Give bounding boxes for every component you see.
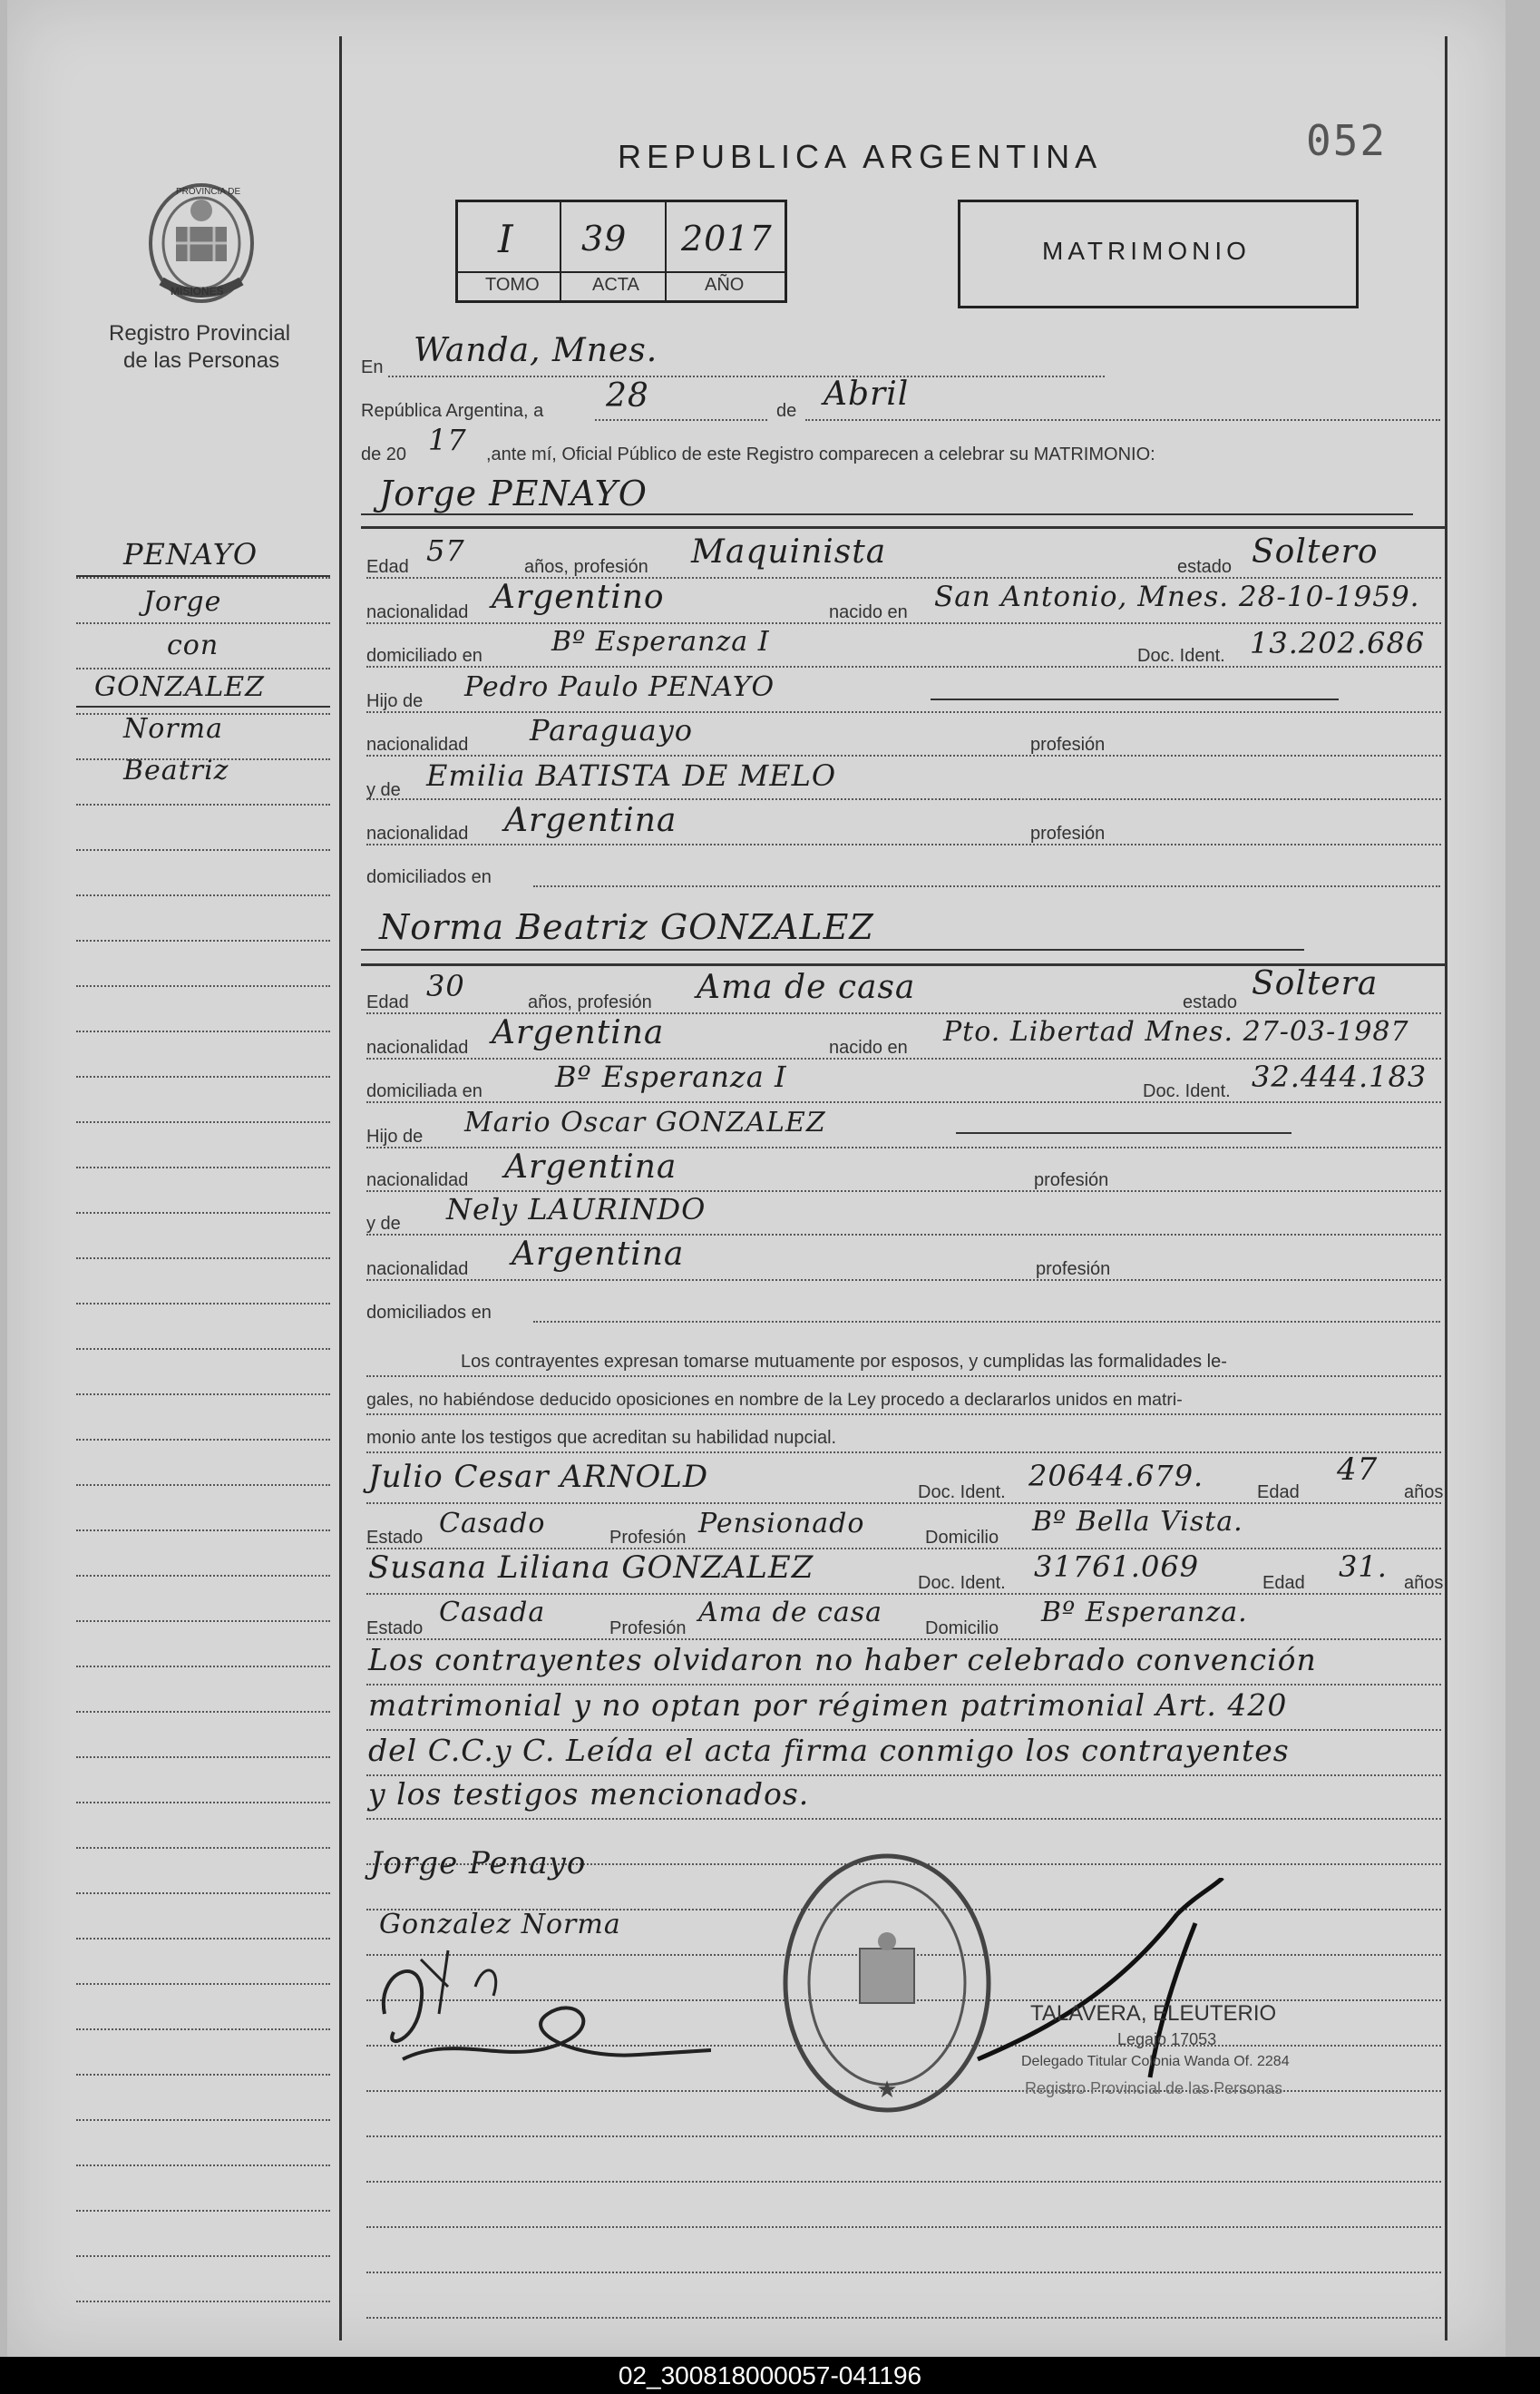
- margin-line1: PENAYO: [123, 537, 258, 572]
- signature-bride: Gonzalez Norma: [379, 1909, 621, 1940]
- groom-madre: Emilia BATISTA DE MELO: [426, 758, 837, 793]
- declaration-line3: monio ante los testigos que acreditan su habilidad nupcial.: [366, 1428, 837, 1448]
- bride-estado: Soltera: [1252, 965, 1379, 1002]
- acta-label: ACTA: [592, 275, 639, 295]
- bride-nac-padre: Argentina: [504, 1148, 677, 1186]
- groom-row6-dots: [366, 798, 1441, 800]
- left-margin-rule-line: [76, 1303, 330, 1304]
- bride-prof-padre-label: profesión: [1034, 1170, 1109, 1190]
- groom-row7-dots: [366, 844, 1441, 845]
- bride-row8-dots: [533, 1321, 1440, 1323]
- left-margin-rule-line: [76, 1348, 330, 1350]
- witness1-row1-dots: [366, 1502, 1441, 1504]
- groom-prof-label: años, profesión: [524, 557, 648, 577]
- groom-prof-madre-label: profesión: [1030, 824, 1106, 844]
- notes-line2: matrimonial y no optan por régimen patrimonial Art. 420: [368, 1687, 1288, 1723]
- groom-row8-dots: [533, 885, 1440, 887]
- registry-name-line1: Registro Provincial: [109, 321, 291, 346]
- groom-nac-padre: Paraguayo: [530, 713, 694, 748]
- notes-dots2: [366, 1729, 1441, 1731]
- left-margin-rule-line: [76, 2255, 330, 2257]
- notes-dots1: [366, 1684, 1441, 1686]
- margin-line3: con: [167, 630, 219, 661]
- tomo-label: TOMO: [485, 275, 540, 295]
- witness2-doc-label: Doc. Ident.: [918, 1573, 1006, 1593]
- notes-line4: y los testigos mencionados.: [368, 1776, 810, 1812]
- groom-profesion: Maquinista: [691, 533, 887, 571]
- bride-row3-dots: [366, 1101, 1441, 1103]
- left-margin-rule-line: [76, 1439, 330, 1441]
- witness2-row1-dots: [366, 1593, 1441, 1595]
- official-stamp-icon: [778, 1847, 996, 2119]
- left-margin-rule-line: [76, 1121, 330, 1123]
- left-margin-rule-line: [76, 622, 330, 624]
- left-margin-rule-line: [76, 1212, 330, 1214]
- left-margin-rule-line: [76, 1756, 330, 1758]
- declaration-line1: Los contrayentes expresan tomarse mutuamente por esposos, y cumplidas las formalidades le-: [461, 1352, 1227, 1372]
- groom-doms-label: domiciliados en: [366, 867, 492, 887]
- margin-line4-underline: [76, 706, 330, 708]
- groom-doc-label: Doc. Ident.: [1137, 646, 1225, 666]
- margin-line2: Jorge: [143, 586, 222, 618]
- acta-value: 39: [581, 219, 628, 259]
- groom-row2-dots: [366, 622, 1441, 624]
- groom-nacido-label: nacido en: [829, 602, 908, 622]
- left-margin-rule-line: [76, 2074, 330, 2076]
- en-label: En: [361, 357, 384, 377]
- main-dots-g: [366, 2135, 1441, 2137]
- bride-doc-label: Doc. Ident.: [1143, 1081, 1231, 1101]
- certificate-page: [7, 0, 1506, 2357]
- left-margin-rule-line: [76, 1892, 330, 1894]
- witness1-doc-label: Doc. Ident.: [918, 1482, 1006, 1502]
- witness2-profesion: Ama de casa: [698, 1597, 882, 1628]
- left-margin-rule-line: [76, 1847, 330, 1849]
- witness2-prof-label: Profesión: [609, 1618, 687, 1638]
- groom-padre: Pedro Paulo PENAYO: [464, 671, 775, 703]
- groom-edad: 57: [426, 533, 465, 568]
- left-margin-rule-line: [76, 758, 330, 760]
- groom-padre-underline: [931, 699, 1339, 700]
- registry-name-line2: de las Personas: [123, 348, 280, 373]
- bride-edad: 30: [426, 969, 465, 1003]
- left-margin-rule-line: [76, 804, 330, 806]
- record-type-box: [958, 200, 1359, 308]
- ante-text: ,ante mí, Oficial Público de este Registro comparecen a celebrar su MATRIMONIO:: [486, 445, 1155, 464]
- groom-row5-dots: [366, 755, 1441, 757]
- groom-nac-label: nacionalidad: [366, 602, 469, 622]
- declaration-dots3: [366, 1451, 1441, 1453]
- de-label: de: [776, 401, 797, 421]
- bride-profesion: Ama de casa: [697, 969, 916, 1006]
- left-margin-rule-line: [76, 894, 330, 896]
- bride-nac-madre-label: nacionalidad: [366, 1259, 469, 1279]
- groom-estado: Soltero: [1252, 533, 1379, 571]
- month-underline: [805, 419, 1440, 421]
- year-suffix-value: 17: [428, 423, 467, 457]
- groom-edad-label: Edad: [366, 557, 409, 577]
- left-margin-rule-line: [76, 1167, 330, 1168]
- main-dots-h: [366, 2181, 1441, 2183]
- seal-caption-top: PROVINCIA DE: [176, 187, 241, 197]
- witness2-edad-label: Edad: [1262, 1573, 1305, 1593]
- month-value: Abril: [824, 376, 910, 413]
- place-underline: [388, 376, 1105, 377]
- left-margin-rule-line: [76, 1711, 330, 1713]
- groom-nac-madre: Argentina: [504, 802, 677, 839]
- witness2-edad: 31.: [1339, 1549, 1388, 1584]
- notes-line3: del C.C.y C. Leída el acta firma conmigo los contrayentes: [368, 1733, 1290, 1768]
- bride-nac-madre: Argentina: [512, 1236, 685, 1273]
- groom-row4-dots: [366, 711, 1441, 713]
- official-legajo: Legajo 17053: [1117, 2030, 1217, 2048]
- main-dots-j: [366, 2272, 1441, 2273]
- bride-nac-label: nacionalidad: [366, 1038, 469, 1058]
- left-margin-rule-line: [76, 1620, 330, 1622]
- witness2-domicilio: Bº Esperanza.: [1041, 1597, 1248, 1628]
- country-title: REPUBLICA ARGENTINA: [618, 138, 1103, 175]
- right-margin-rule: [1445, 36, 1447, 2340]
- signature-scribble-icon: [366, 1932, 711, 2077]
- witness1-profesion: Pensionado: [698, 1508, 865, 1539]
- notes-line1: Los contrayentes olvidaron no haber celebrado convención: [368, 1642, 1317, 1677]
- left-margin-rule-line: [76, 849, 330, 851]
- groom-domicilio: Bº Esperanza I: [551, 626, 770, 658]
- official-name: TALAVERA, ELEUTERIO: [1030, 2001, 1277, 2026]
- bride-prof-label: años, profesión: [528, 992, 652, 1012]
- left-margin-rule-line: [76, 668, 330, 669]
- notes-dots4: [366, 1818, 1441, 1820]
- svg-text:★: ★: [876, 2076, 898, 2103]
- anio-label: AÑO: [705, 275, 745, 295]
- bride-padre: Mario Oscar GONZALEZ: [464, 1107, 826, 1138]
- main-dots-k: [366, 2317, 1441, 2319]
- margin-line5: Norma: [123, 713, 223, 745]
- witness1-edad-label: Edad: [1257, 1482, 1300, 1502]
- official-registro: Registro Provincial de las Personas: [1025, 2079, 1283, 2097]
- groom-row3-dots: [366, 666, 1441, 668]
- declaration-line2: gales, no habiéndose deducido oposiciones en nombre de la Ley procedo a declararlos unidos en matri-: [366, 1390, 1183, 1410]
- left-margin-rule-line: [76, 1393, 330, 1395]
- groom-name: Jorge PENAYO: [379, 474, 648, 513]
- groom-hijo-label: Hijo de: [366, 691, 424, 711]
- left-margin-rule-line: [76, 577, 330, 579]
- bride-doc: 32.444.183: [1252, 1060, 1428, 1094]
- left-margin-rule-line: [76, 985, 330, 987]
- left-margin-rule-line: [76, 940, 330, 942]
- witness1-domicilio: Bº Bella Vista.: [1032, 1506, 1243, 1538]
- official-delegado: Delegado Titular Colonia Wanda Of. 2284: [1021, 2054, 1290, 2069]
- groom-nac-madre-label: nacionalidad: [366, 824, 469, 844]
- witness1-edad: 47: [1337, 1451, 1379, 1488]
- left-margin-rule-line: [76, 1575, 330, 1577]
- margin-line4: GONZALEZ: [94, 671, 265, 703]
- witness1-name: Julio Cesar ARNOLD: [368, 1459, 709, 1495]
- witness1-dom-label: Domicilio: [925, 1528, 999, 1548]
- place-value: Wanda, Mnes.: [414, 332, 658, 369]
- bride-nac-padre-label: nacionalidad: [366, 1170, 469, 1190]
- left-margin-rule-line: [76, 1666, 330, 1667]
- bride-yde-label: y de: [366, 1214, 401, 1234]
- left-margin-rule-line: [76, 1076, 330, 1078]
- groom-prof-padre-label: profesión: [1030, 735, 1106, 755]
- witness2-name: Susana Liliana GONZALEZ: [368, 1549, 814, 1586]
- witness1-estado-label: Estado: [366, 1528, 424, 1548]
- bride-prof-madre-label: profesión: [1036, 1259, 1111, 1279]
- witness2-dom-label: Domicilio: [925, 1618, 999, 1638]
- declaration-dots1: [366, 1375, 1441, 1377]
- bride-madre: Nely LAURINDO: [446, 1192, 707, 1226]
- seal-caption-bottom: MISIONES: [171, 285, 224, 298]
- left-margin-rule: [339, 36, 342, 2340]
- groom-doc: 13.202.686: [1250, 626, 1426, 660]
- left-margin-rule-line: [76, 2119, 330, 2121]
- groom-estado-label: estado: [1177, 557, 1233, 577]
- left-margin-rule-line: [76, 1529, 330, 1531]
- groom-nacionalidad: Argentino: [492, 579, 665, 616]
- witness2-doc: 31761.069: [1034, 1549, 1200, 1584]
- witness2-estado-label: Estado: [366, 1618, 424, 1638]
- tomo-value: I: [498, 217, 514, 261]
- main-dots-i: [366, 2226, 1441, 2228]
- bride-name: Norma Beatriz GONZALEZ: [379, 907, 874, 947]
- day-value: 28: [606, 377, 649, 415]
- left-margin-rule-line: [76, 1031, 330, 1032]
- bride-nacionalidad: Argentina: [492, 1014, 665, 1051]
- day-underline: [595, 419, 767, 421]
- bride-padre-underline: [956, 1132, 1291, 1134]
- groom-name-underline: [361, 513, 1413, 515]
- witness1-doc: 20644.679.: [1028, 1459, 1204, 1493]
- bride-row7-dots: [366, 1279, 1441, 1281]
- bride-hijo-label: Hijo de: [366, 1127, 424, 1147]
- record-type-label: MATRIMONIO: [1042, 237, 1251, 265]
- bride-doms-label: domiciliados en: [366, 1303, 492, 1323]
- left-margin-rule-line: [76, 2210, 330, 2212]
- witness2-estado: Casada: [439, 1597, 546, 1628]
- republica-label: República Argentina, a: [361, 401, 544, 421]
- footer-id: 02_300818000057-041196: [618, 2361, 922, 2389]
- left-margin-rule-line: [76, 1484, 330, 1486]
- bride-edad-label: Edad: [366, 992, 409, 1012]
- bride-domicilio: Bº Esperanza I: [555, 1060, 787, 1094]
- left-margin-rule-line: [76, 1257, 330, 1259]
- bride-dom-label: domiciliada en: [366, 1081, 482, 1101]
- left-margin-rule-line: [76, 2164, 330, 2166]
- bride-nacido: Pto. Libertad Mnes. 27-03-1987: [943, 1016, 1409, 1048]
- witness1-anios-label: años: [1404, 1482, 1444, 1502]
- anio-value: 2017: [681, 219, 773, 259]
- witness1-prof-label: Profesión: [609, 1528, 687, 1548]
- de20-label: de 20: [361, 445, 407, 464]
- left-margin-rule-line: [76, 2301, 330, 2302]
- margin-line6: Beatriz: [123, 755, 229, 787]
- groom-dom-label: domiciliado en: [366, 646, 482, 666]
- folio-number: 052: [1306, 116, 1388, 165]
- bride-estado-label: estado: [1183, 992, 1238, 1012]
- left-margin-rule-line: [76, 713, 330, 715]
- record-ref-box: [455, 200, 787, 303]
- left-margin-rule-line: [76, 1983, 330, 1985]
- left-margin-rule-line: [76, 1802, 330, 1803]
- bride-nacido-label: nacido en: [829, 1038, 908, 1058]
- footer-id-bar: [0, 2357, 1540, 2394]
- witness2-anios-label: años: [1404, 1573, 1444, 1593]
- bride-name-underline: [361, 949, 1304, 951]
- left-margin-rule-line: [76, 1938, 330, 1940]
- groom-yde-label: y de: [366, 780, 401, 800]
- groom-nacido: San Antonio, Mnes. 28-10-1959.: [934, 581, 1420, 613]
- groom-section-rule: [361, 526, 1445, 529]
- witness1-estado: Casado: [439, 1508, 546, 1539]
- left-margin-rule-line: [76, 2028, 330, 2030]
- witness2-row2-dots: [366, 1638, 1441, 1640]
- declaration-dots2: [366, 1413, 1441, 1415]
- groom-nac-padre-label: nacionalidad: [366, 735, 469, 755]
- signature-groom: Jorge Penayo: [370, 1845, 587, 1881]
